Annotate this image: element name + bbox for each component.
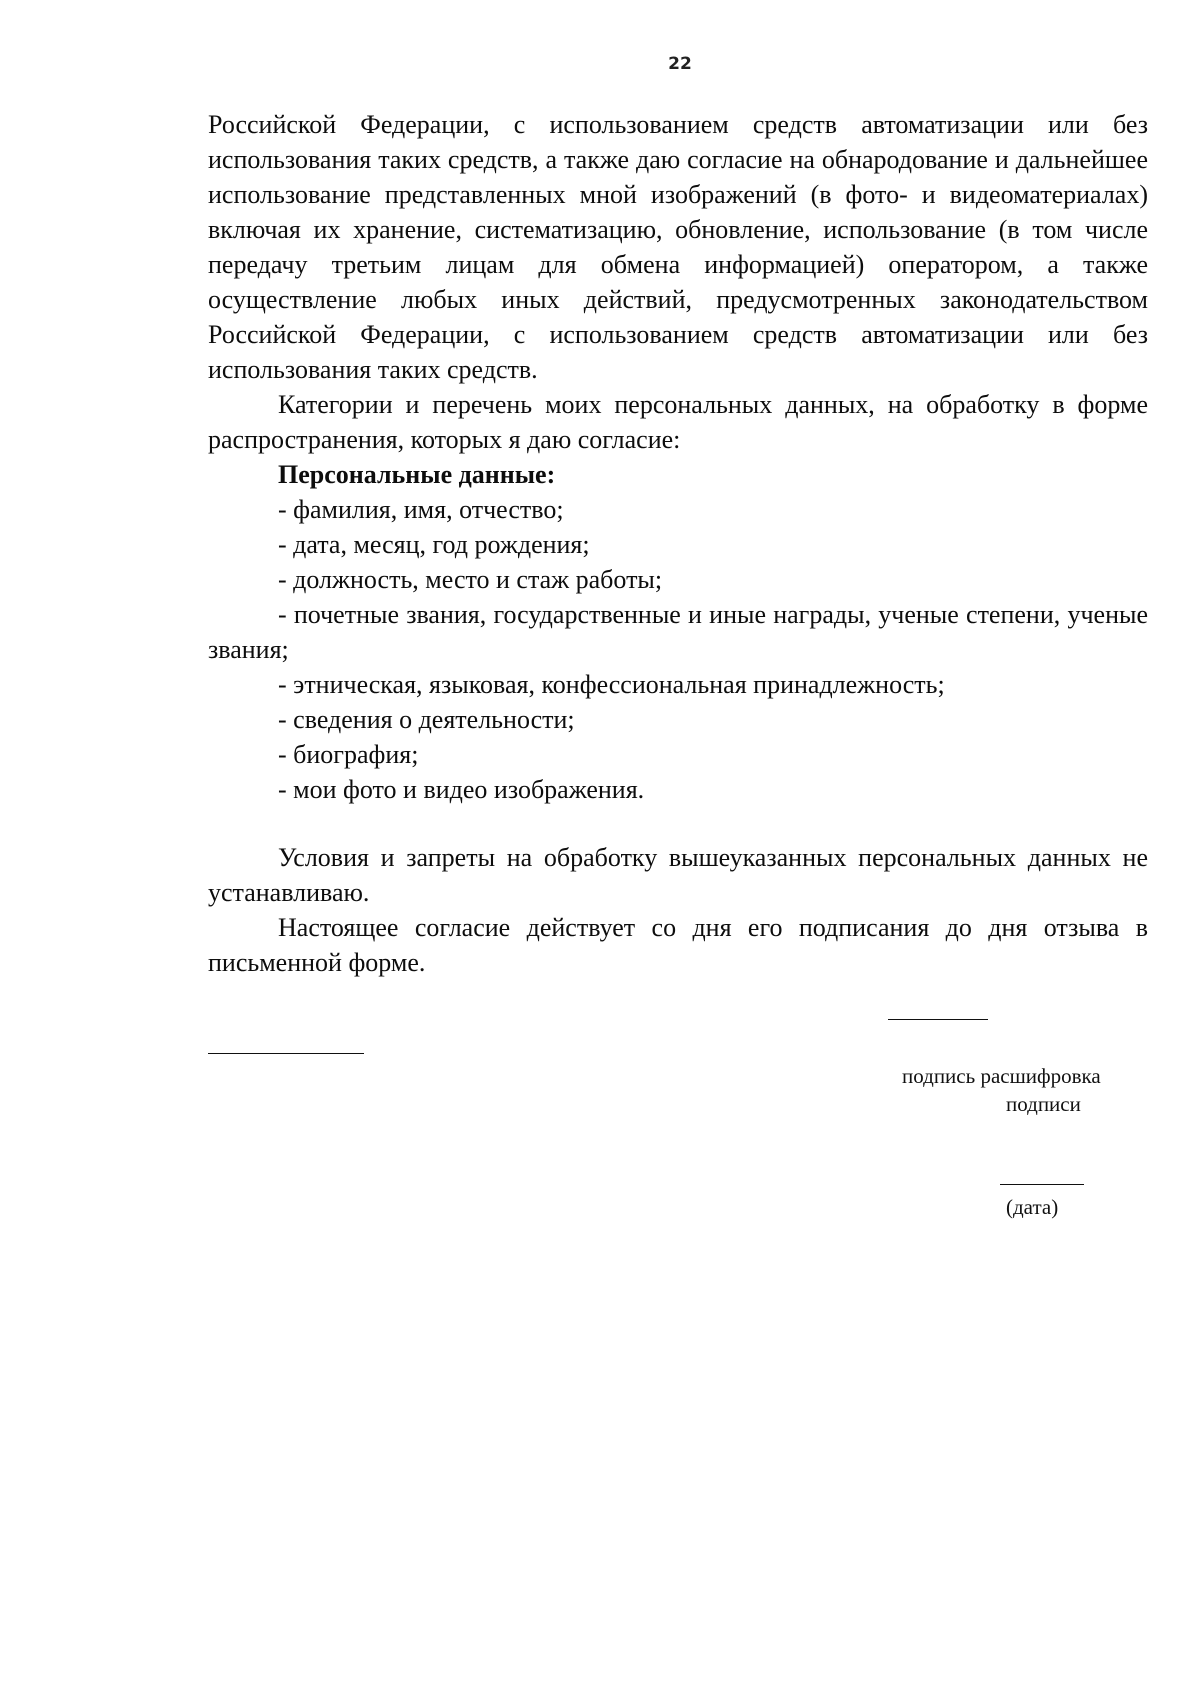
date-label: (дата) — [1006, 1195, 1059, 1219]
list-item: - почетные звания, государственные и иные награды, ученые степени, ученые звания; — [208, 600, 1148, 664]
paragraph-categories-intro: Категории и перечень моих персональных данных, на обработку в форме распространения, которых я даю согласие: — [208, 390, 1148, 454]
paragraph-consent-continuation: Российской Федерации, с использованием средств автоматизации или без использования таких средств, а также даю согласие на обнародование и дальнейшее использование представленных мной изображений (в фото- и видеоматериалах) включая их хранение, систематизацию, обновление, использование (в том числе передачу третьим лицам для обмена информацией) оператором, а также осуществление любых иных действий, предусмотренных законодательством Российской Федерации, с использованием средств автоматизации или без использования таких средств. — [208, 110, 1148, 384]
date-line — [1000, 1184, 1084, 1185]
paragraph-conditions: Условия и запреты на обработку вышеуказанных персональных данных не устанавливаю. — [208, 843, 1148, 907]
list-item: - биография; — [278, 740, 419, 769]
signature-line-left — [208, 1053, 364, 1054]
signature-label — [902, 1062, 1142, 1118]
paragraph-spacer — [208, 807, 1148, 840]
list-item: - фамилия, имя, отчество; — [278, 495, 564, 524]
signature-label-line1: подпись расшифровка — [902, 1064, 1101, 1088]
list-item: - этническая, языковая, конфессиональная принадлежность; — [278, 670, 945, 699]
signature-label-line2: подписи — [1006, 1092, 1081, 1116]
list-item: - должность, место и стаж работы; — [278, 565, 663, 594]
list-item: - мои фото и видео изображения. — [278, 775, 645, 804]
page-number: 22 — [668, 54, 692, 74]
signature-line-short — [888, 1019, 988, 1020]
personal-data-heading: Персональные данные: — [278, 460, 556, 489]
paragraph-validity: Настоящее согласие действует со дня его подписания до дня отзыва в письменной форме. — [208, 913, 1148, 977]
list-item: - сведения о деятельности; — [278, 705, 575, 734]
list-item: - дата, месяц, год рождения; — [278, 530, 590, 559]
document-body — [208, 107, 1148, 980]
